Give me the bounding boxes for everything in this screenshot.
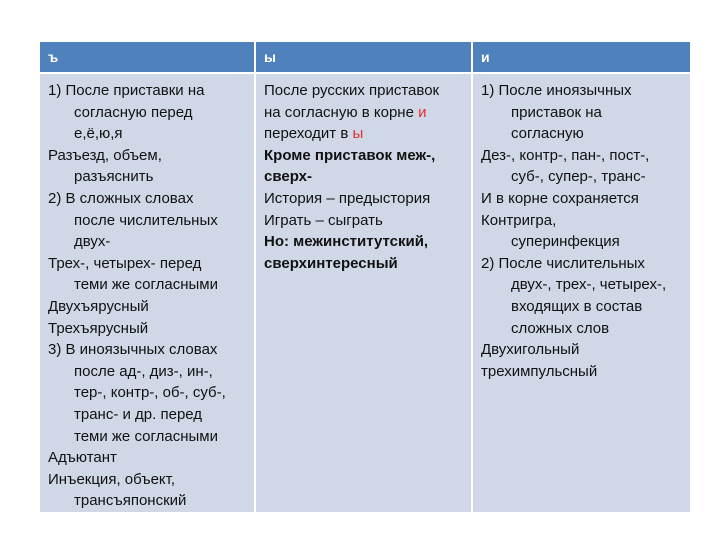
rule-2-line: теми же согласными [74,276,218,294]
cell-i-rules [473,74,690,512]
highlight-letter-y: ы [352,125,364,143]
rule-1-line: суб-, супер-, транс- [511,168,646,186]
exception-line: сверх- [264,168,313,186]
rule-3-line: тер-, контр-, об-, суб-, [74,384,226,402]
example-line: трехимпульсный [481,362,598,380]
example-line: История – предыстория [264,189,431,207]
rule-1-line: согласную [511,125,584,143]
cell-y-rules [256,74,471,512]
rule-1-line: И в корне сохраняется [481,189,639,207]
example-line: Трехъярусный [48,319,149,337]
rule-1-line: приставок на [511,103,602,121]
rule-1-line: е,ё,ю,я [74,125,123,143]
rule-2-line: двух-, трех-, четырех-, [511,276,667,294]
rule-2-line: после числительных [74,211,218,229]
rule-line: После русских приставок [264,82,440,99]
example-line: суперинфекция [511,233,620,251]
rule-3-line: транс- и др. перед [74,405,203,423]
exception-example-line: Но: межинститутский, [264,233,429,251]
exception-example-line: сверхинтересный [264,254,398,272]
rule-2-line: Трех-, четырех- перед [48,254,202,272]
example-line: Контригра, [481,211,557,229]
example-line: разъяснить [74,168,154,186]
cell-hard-sign-rules [40,74,254,512]
header-i: и [473,42,690,72]
rule-2-line: 2) После числительных [481,254,645,272]
rule-2-line: входящих в состав [511,297,643,315]
example-line: Инъекция, объект, [48,470,176,488]
rule-3-line: теми же согласными [74,427,218,445]
rule-1-line: согласную перед [74,103,193,121]
exception-line: Кроме приставок меж-, [264,146,436,164]
rules-table [40,42,690,512]
highlight-letter-i: и [418,103,427,121]
example-line: Играть – сыграть [264,211,383,229]
rule-3-line: 3) В иноязычных словах [48,341,218,359]
rule-2-line: двух- [74,233,111,251]
example-line: трансъяпонский [74,492,187,510]
header-hard-sign: ъ [40,42,254,72]
rule-2-line: сложных слов [511,319,610,337]
rule-text: переходит в [264,125,353,143]
example-line: Двухигольный [481,341,580,359]
rule-2-line: 2) В сложных словах [48,189,194,207]
rule-1-line: 1) После приставки на [48,82,205,99]
example-line: Двухъярусный [48,297,149,315]
rule-line [264,102,465,124]
rule-1-line: 1) После иноязычных [481,82,632,99]
header-y: ы [256,42,471,72]
rule-line [264,123,465,145]
rule-3-line: после ад-, диз-, ин-, [74,362,213,380]
example-line: Разъезд, объем, [48,146,162,164]
example-line: Адъютант [48,449,117,467]
rule-text: на согласную в корне [264,103,419,121]
rule-1-line: Дез-, контр-, пан-, пост-, [481,146,650,164]
